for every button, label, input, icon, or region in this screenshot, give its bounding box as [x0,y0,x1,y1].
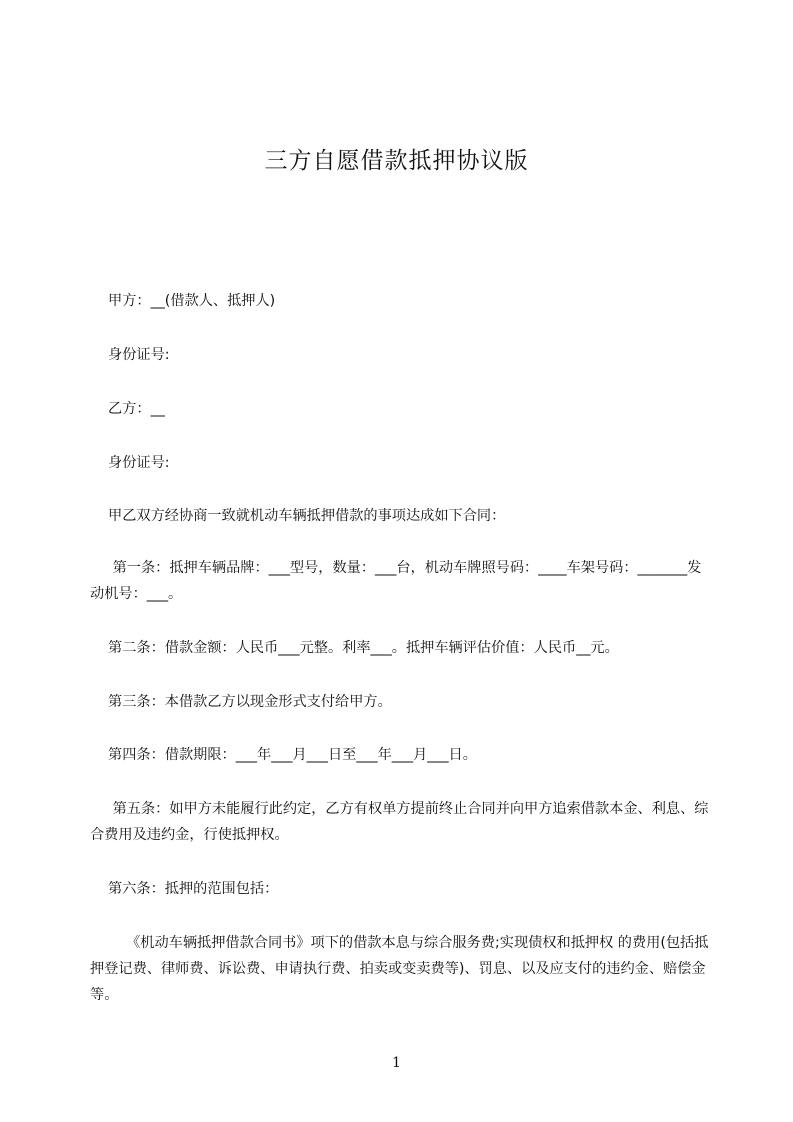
paragraph-article-6: 第六条：抵押的范围包括： [90,881,279,897]
paragraph-party-b-id: 身份证号: [90,455,170,471]
page-number: 1 [392,1055,401,1071]
paragraph-party-a-id: 身份证号: [90,347,170,363]
paragraph-article-2: 第二条：借款金额：人民币___元整。利率___。抵押车辆评估价值：人民币__元。 [90,640,619,656]
paragraph-party-b: 乙方：__ [90,401,165,417]
paragraph-article-3: 第三条：本借款乙方以现金形式支付给甲方。 [90,694,392,710]
paragraph-scope-detail: 《机动车辆抵押借款合同书》项下的借款本息与综合服务费;实现债权和抵押权 的费用(包括抵押登记费、律师费、诉讼费、申请执行费、拍卖或变卖费等)、罚息、以及应支付的违约金、赔偿金等。 [90,935,709,1003]
paragraph-article-1: 第一条：抵押车辆品牌：___型号，数量：___台，机动车牌照号码：____车架号码：_______发动机号：___。 [90,560,702,602]
paragraph-party-a: 甲方：__(借款人、抵押人) [90,293,276,309]
paragraph-intro: 甲乙双方经协商一致就机动车辆抵押借款的事项达成如下合同： [90,508,506,524]
document-title: 三方自愿借款抵押协议版 [264,148,529,174]
paragraph-article-5: 第五条：如甲方未能履行此约定，乙方有权单方提前终止合同并向甲方追索借款本金、利息、综合费用及违约金，行使抵押权。 [90,801,709,843]
paragraph-article-4: 第四条：借款期限：___年___月___日至___年___月___日。 [90,747,477,763]
